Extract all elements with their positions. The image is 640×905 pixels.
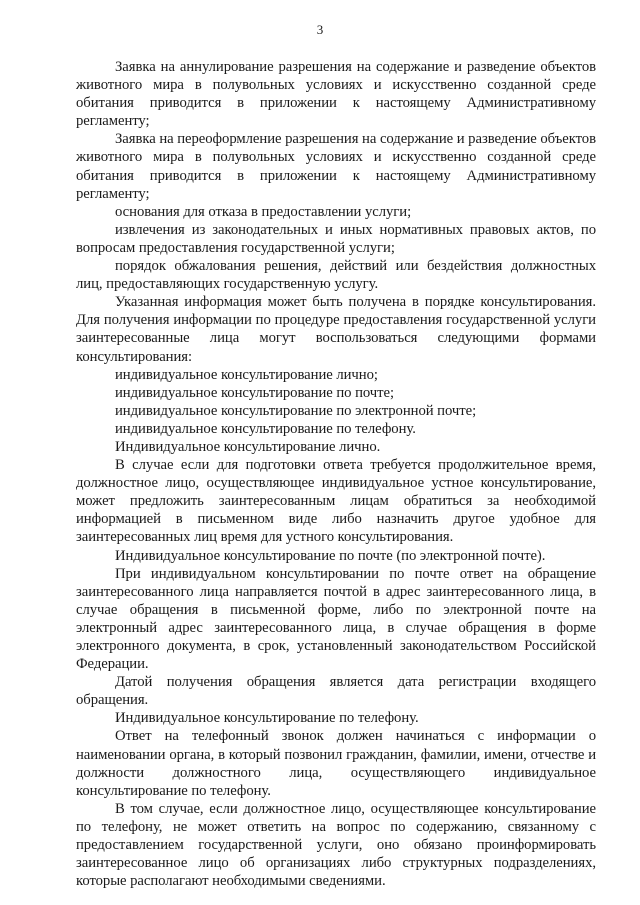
paragraph-annulment-application: Заявка на аннулирование разрешения на содержание и разведение объектов животного мира в полувольных условиях и искусственно созданной среде обитания приводится в приложении к настоящему Административному регламенту; [76, 59, 596, 130]
list-item-phone: индивидуальное консультирование по телефону. [115, 420, 416, 437]
paragraph-appeal-procedure: порядок обжалования решения, действий или бездействия должностных лиц, предоставляющих государственную услугу. [76, 258, 596, 293]
paragraph-receipt-date: Датой получения обращения является дата регистрации входящего обращения. [76, 674, 596, 709]
paragraph-phone-answer: Ответ на телефонный звонок должен начинаться с информации о наименовании органа, в который позвонил гражданин, фамилии, имени, отчестве и должности должностного лица, осуществляющего индивидуальное консультирование по телефону. [76, 728, 596, 799]
section-heading-personal: Индивидуальное консультирование лично. [115, 438, 381, 455]
list-item-email: индивидуальное консультирование по электронной почте; [115, 402, 477, 419]
list-item-personal: индивидуальное консультирование лично; [115, 366, 378, 383]
paragraph-personal-consulting: В случае если для подготовки ответа требуется продолжительное время, должностное лицо, осуществляющее индивидуальное устное консультирование, может предложить заинтересованным лицам обратиться за необходимой информацией в письменном виде либо назначить другое удобное для заинтересованных лиц время для устного консультирования. [76, 457, 596, 546]
section-heading-mail: Индивидуальное консультирование по почте (по электронной почте). [115, 547, 546, 564]
paragraph-phone-redirect: В том случае, если должностное лицо, осуществляющее консультирование по телефону, не может ответить на вопрос по содержанию, связанному с предоставлением государственной услуги, оно обязано проинформировать заинтересованное лицо об организациях либо структурных подразделениях, которые располагают необходимыми сведениями. [76, 800, 596, 890]
paragraph-consulting-forms: Указанная информация может быть получена в порядке консультирования. Для получения информации по процедуре предоставления государственной услуги заинтересованные лица могут воспользоваться следующими формами консультирования: [76, 294, 596, 365]
paragraph-refusal-grounds: основания для отказа в предоставлении услуги; [115, 203, 412, 220]
page-number: 3 [316, 22, 324, 37]
section-heading-phone: Индивидуальное консультирование по телефону. [115, 710, 419, 727]
paragraph-legal-extracts: извлечения из законодательных и иных нормативных правовых актов, по вопросам предоставления государственной услуги; [76, 221, 596, 256]
paragraph-reissue-application: Заявка на переоформление разрешения на содержание и разведение объектов животного мира в полувольных условиях и искусственно созданной среде обитания приводится в приложении к настоящему Административному регламенту; [76, 131, 596, 202]
document-body [76, 58, 596, 890]
list-item-mail: индивидуальное консультирование по почте; [115, 384, 394, 401]
paragraph-mail-consulting: При индивидуальном консультировании по почте ответ на обращение заинтересованного лица направляется почтой в адрес заинтересованного лица, в случае обращения в письменной форме, либо по электронной почте на электронный адрес заинтересованного лица, в случае обращения в форме электронного документа, в срок, установленный законодательством Российской Федерации. [76, 565, 596, 673]
